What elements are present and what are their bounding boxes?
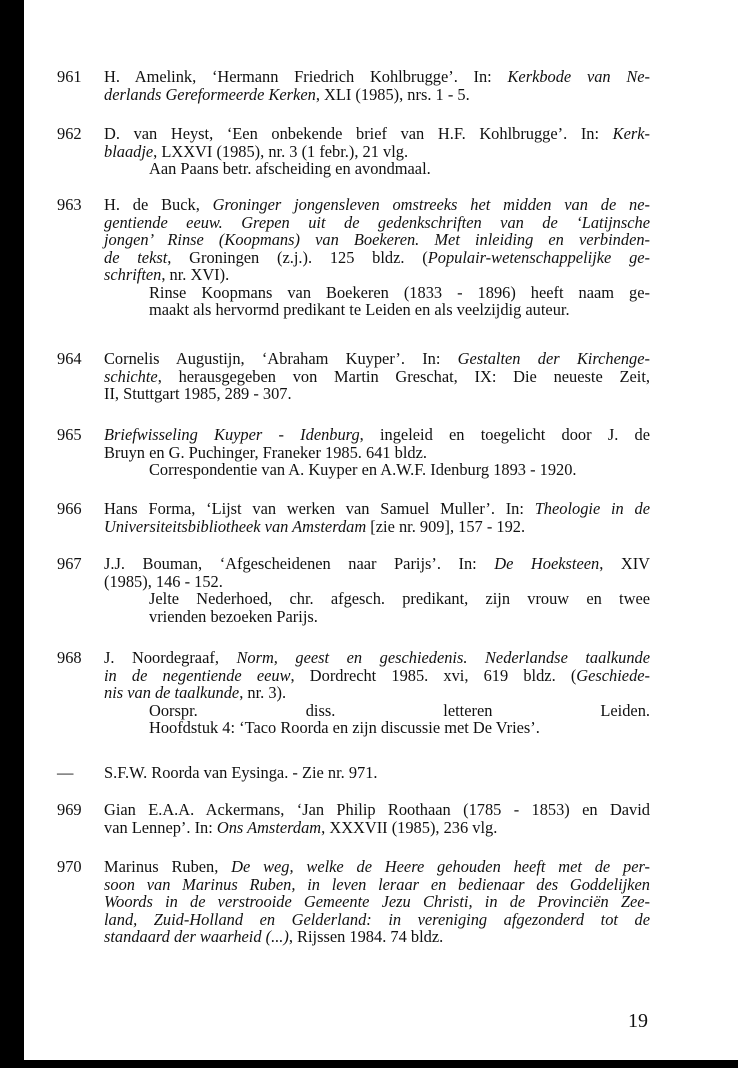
scan-border-bottom — [0, 1060, 738, 1068]
entry-body — [104, 555, 650, 625]
citation-line: jongen’ Rinse (Koopmans) van Boekeren. Met inleiding en verbinden- — [104, 230, 650, 249]
entry-number: 966 — [57, 499, 82, 518]
annotation-line: Hoofdstuk 4: ‘Taco Roorda en zijn discussie met De Vries’. — [149, 718, 540, 737]
citation-line: de tekst, Groningen (z.j.). 125 bldz. (Populair-wetenschappelijke ge- — [104, 247, 650, 267]
citation-line: schichte, herausgegeben von Martin Greschat, IX: Die neueste Zeit, — [104, 366, 650, 386]
entry-body — [104, 196, 650, 319]
entry-number: 964 — [57, 349, 82, 368]
entry-number: 965 — [57, 425, 82, 444]
citation-line: van Lennep’. In: Ons Amsterdam, XXXVII (1985), 236 vlg. — [104, 817, 498, 837]
citation-line: Hans Forma, ‘Lijst van werken van Samuel Muller’. In: Theologie in de — [104, 499, 650, 518]
citation-line: blaadje, LXXVI (1985), nr. 3 (1 febr.), 21 vlg. — [104, 141, 409, 161]
citation-line: nis van de taalkunde, nr. 3). — [104, 683, 287, 702]
entry-body — [104, 426, 650, 479]
citation-line: in de negentiende eeuw, Dordrecht 1985. xvi, 619 bldz. (Geschiede- — [104, 665, 650, 685]
page-number: 19 — [628, 1010, 648, 1032]
annotation-line: Correspondentie van A. Kuyper en A.W.F. Idenburg 1893 - 1920. — [149, 460, 577, 479]
citation-line: II, Stuttgart 1985, 289 - 307. — [104, 384, 292, 403]
citation-line: (1985), 146 - 152. — [104, 571, 223, 591]
citation-line: Universiteitsbibliotheek van Amsterdam [zie nr. 909], 157 - 192. — [104, 516, 526, 536]
citation-line: D. van Heyst, ‘Een onbekende brief van H.F. Kohlbrugge’. In: Kerk- — [104, 124, 650, 143]
annotation-line: Aan Paans betr. afscheiding en avondmaal. — [149, 159, 431, 178]
annotation-line: Jelte Nederhoed, chr. afgesch. predikant, zijn vrouw en twee — [149, 589, 650, 608]
entry-number: 969 — [57, 800, 82, 819]
citation-line: schriften, nr. XVI). — [104, 265, 230, 284]
entry-body — [104, 68, 650, 103]
citation-line: Woords in de verstrooide Gemeente Jezu Christi, in de Provinciën Zee- — [104, 892, 650, 911]
citation-line: H. Amelink, ‘Hermann Friedrich Kohlbrugge’. In: Kerkbode van Ne- — [104, 67, 651, 86]
entry-body — [104, 649, 650, 737]
citation-line: J. Noordegraaf, Norm, geest en geschiedenis. Nederlandse taalkunde — [104, 648, 651, 667]
entry-body — [104, 801, 650, 836]
entry-number: 970 — [57, 857, 82, 876]
citation-line: Bruyn en G. Puchinger, Franeker 1985. 641 bldz. — [104, 442, 427, 462]
scan-border-left — [0, 0, 24, 1068]
entry-body — [104, 764, 650, 782]
entry-number: 963 — [57, 195, 82, 214]
entry-number: 968 — [57, 648, 82, 667]
citation-line: J.J. Bouman, ‘Afgescheidenen naar Parijs’. In: De Hoeksteen, XIV — [104, 554, 650, 573]
citation-line: Marinus Ruben, De weg, welke de Heere gehouden heeft met de per- — [104, 857, 650, 876]
entry-number: 962 — [57, 124, 82, 143]
annotation-line: Oorspr. diss. letteren Leiden. — [149, 700, 650, 720]
annotation-line: Rinse Koopmans van Boekeren (1833 - 1896) heeft naam ge- — [149, 282, 650, 302]
citation-line: Gian E.A.A. Ackermans, ‘Jan Philip Roothaan (1785 - 1853) en David — [104, 800, 650, 819]
citation-line: Briefwisseling Kuyper - Idenburg, ingeleid en toegelicht door J. de — [104, 425, 650, 444]
citation-line: S.F.W. Roorda van Eysinga. - Zie nr. 971. — [104, 763, 378, 782]
annotation-line: maakt als hervormd predikant te Leiden en als veelzijdig auteur. — [149, 300, 570, 319]
entry-body — [104, 350, 650, 403]
entry-number: 967 — [57, 554, 82, 573]
citation-line: standaard der waarheid (...), Rijssen 1984. 74 bldz. — [104, 927, 444, 946]
citation-line: Cornelis Augustijn, ‘Abraham Kuyper’. In: Gestalten der Kirchenge- — [104, 349, 650, 368]
entry-body — [104, 125, 650, 178]
entry-body — [104, 500, 650, 535]
entry-body — [104, 858, 650, 946]
citation-line: derlands Gereformeerde Kerken, XLI (1985), nrs. 1 - 5. — [104, 84, 470, 104]
entry-number: — — [57, 763, 74, 782]
citation-line: gentiende eeuw. Grepen uit de gedenkschriften van de ‘Latijnsche — [104, 212, 650, 232]
annotation-line: vrienden bezoeken Parijs. — [149, 606, 318, 626]
citation-line: H. de Buck, Groninger jongensleven omstreeks het midden van de ne- — [104, 195, 650, 214]
citation-line: land, Zuid-Holland en Gelderland: in vereniging afgezonderd tot de — [104, 909, 650, 929]
citation-line: soon van Marinus Ruben, in leven leraar en bedienaar des Goddelijken — [104, 874, 650, 894]
entry-number: 961 — [57, 67, 82, 86]
